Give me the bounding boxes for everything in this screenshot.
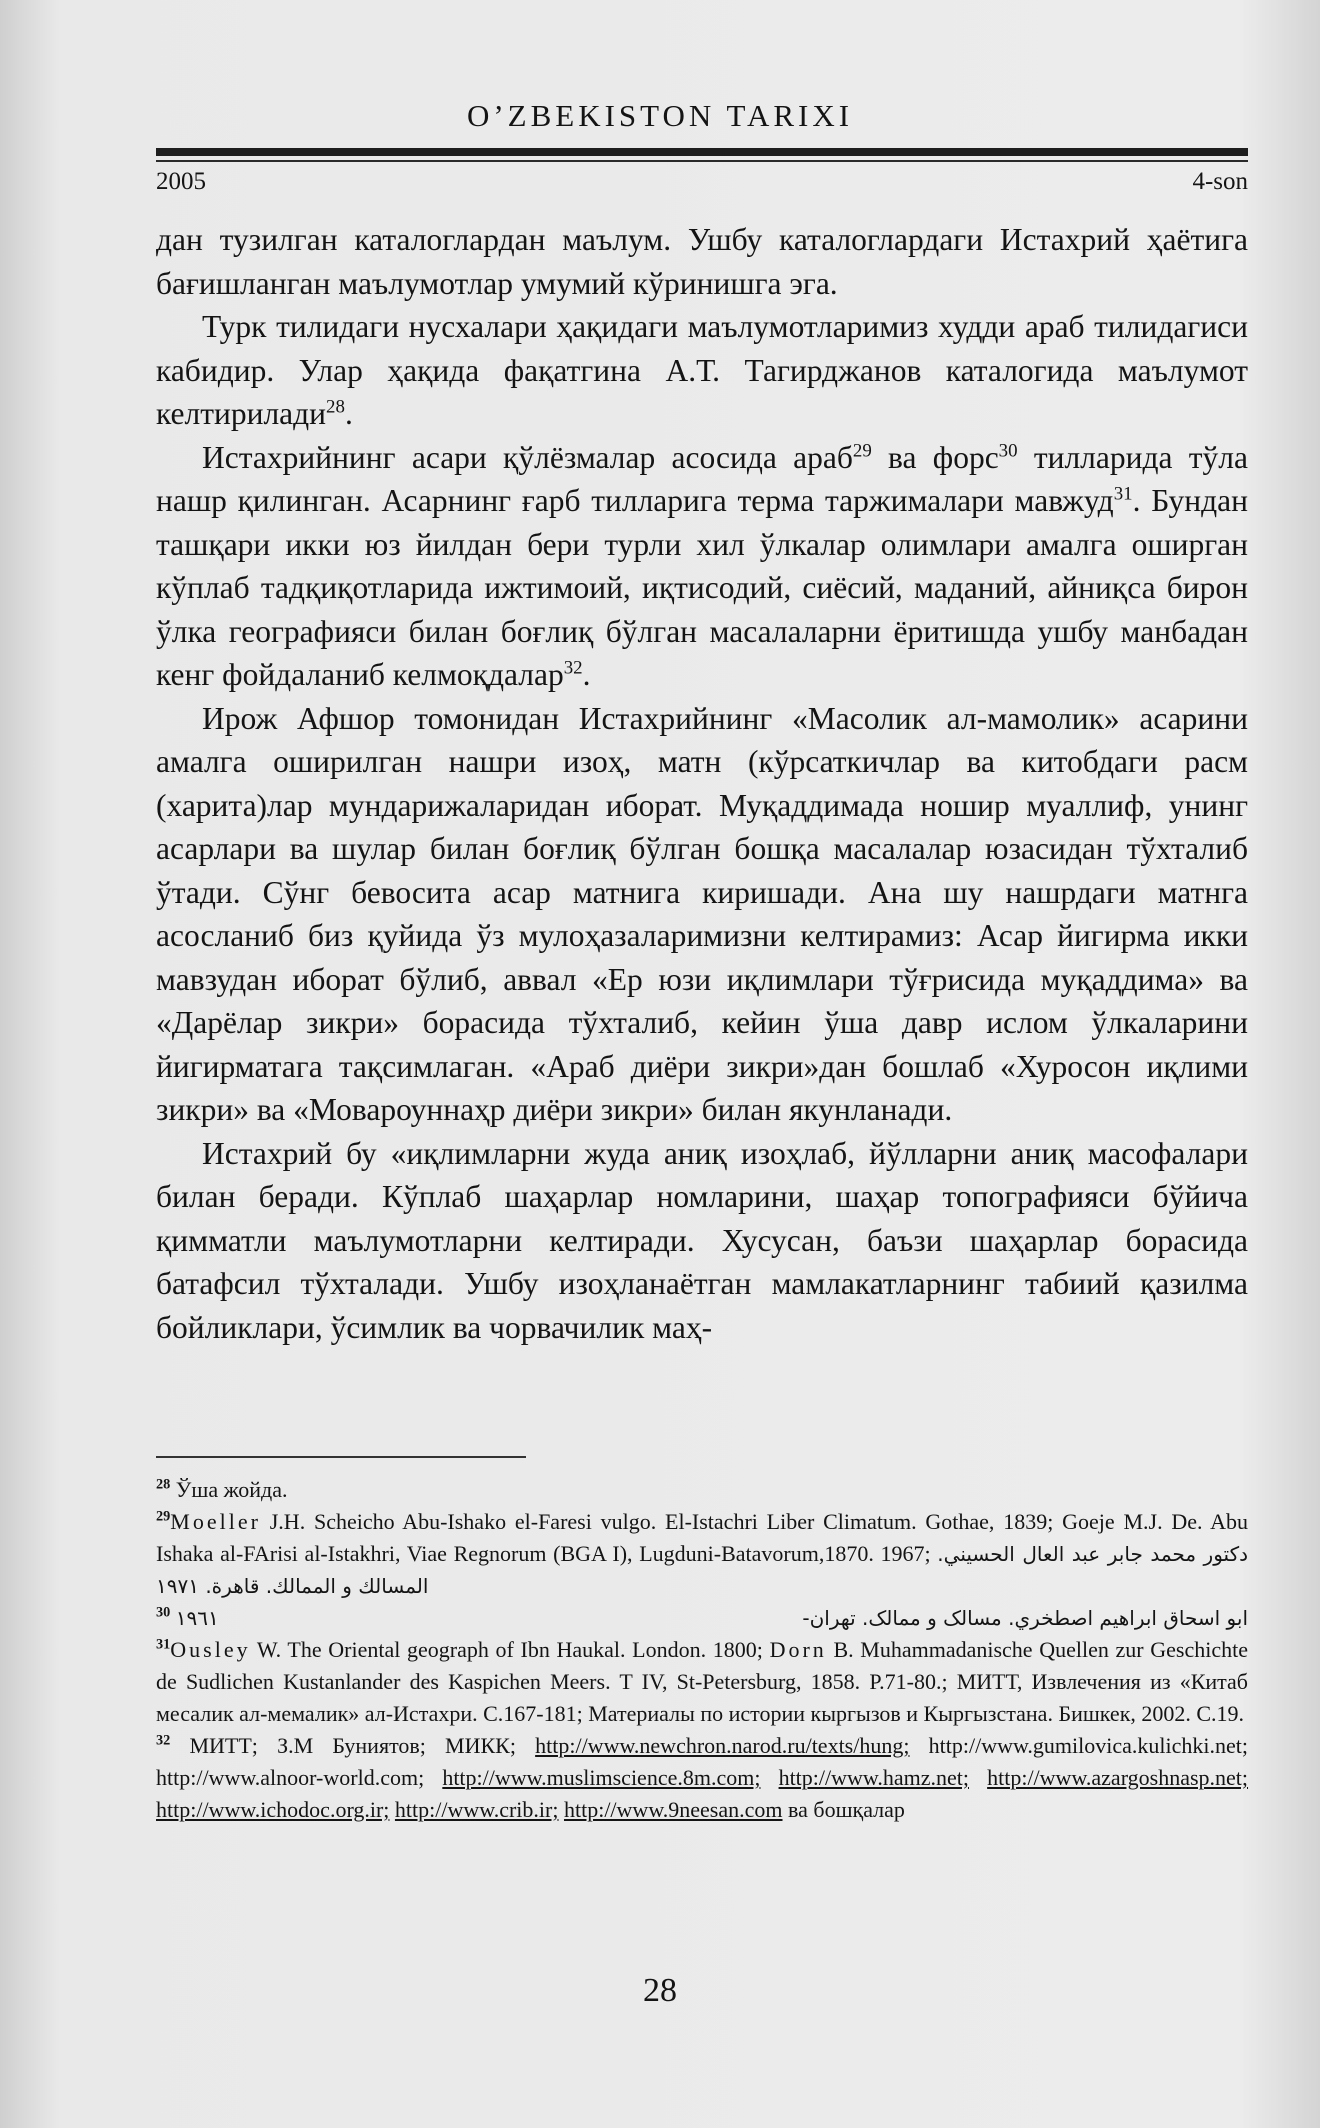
- footnote-32-text: МИТТ; З.М Буниятов; МИКК;: [189, 1733, 536, 1758]
- footnote-ref-31: 31: [1113, 483, 1133, 505]
- footnote-number: 28: [156, 1476, 171, 1493]
- header-year: 2005: [156, 168, 206, 195]
- page-number: 28: [643, 1972, 677, 2009]
- footnote-31-text-2: B. Muhammadanische Quellen zur Geschichte de Sudlichen Kustanlander des Kaspichen Meers. T IV, St-Petersburg, 1858. P.71-80.; МИТТ, Извлечения из «Китаб месалик ал-мемалик» ал-Истахри. С.167-181; Материалы по истории кыргызов и Кыргызстана. Бишкек, 2002. С.19.: [156, 1637, 1249, 1726]
- footnote-31-text-1: W. The Oriental geograph of Ibn Haukal. London. 1800;: [250, 1637, 770, 1662]
- footnote-31-author-2: Dorn: [769, 1637, 827, 1662]
- footnote-link[interactable]: http://www.hamz.net;: [778, 1765, 969, 1790]
- paragraph-2-text: Турк тилидаги нусхалари ҳақидаги маълумотларимиз худди араб тилидагиси кабидир. Улар ҳақида фақатгина А.Т. Тагирджанов каталогида маълумот келтирилади: [156, 309, 1248, 431]
- header-rule-thin: [156, 160, 1248, 162]
- header-issue: 4-son: [1192, 168, 1248, 195]
- journal-title: O’ZBEKISTON TARIXI: [466, 98, 854, 133]
- paragraph-3-mid1: ва форс: [871, 439, 999, 475]
- footnote-ref-30: 30: [998, 440, 1018, 461]
- header-rule-thick: [156, 148, 1248, 156]
- footnote-link[interactable]: http://www.gumilovica.kulichki.net;: [928, 1733, 1249, 1758]
- paragraph-3-mid3: . Бундан ташқари икки юз йилдан бери турли хил ўлкалар олимлари амалга оширган кўплаб тадқиқотларида ижтимоий, иқтисодий, сиёсий, маданий, айниқса бирон ўлка географияси билан боғлиқ бўлган масалаларни ёритишда ушбу манбадан кенг фойдаланиб келмоқдалар: [156, 483, 1248, 692]
- footnote-link[interactable]: http://www.9neesan.com: [563, 1797, 783, 1822]
- footnote-number: 29: [156, 1508, 171, 1525]
- footnote-30-left: [156, 1602, 219, 1634]
- footnote-ref-29: 29: [852, 440, 872, 461]
- paragraph-3-end: .: [582, 657, 591, 692]
- footnote-30: [156, 1602, 1248, 1634]
- footnote-31: [156, 1634, 1248, 1730]
- footnote-30-arabic: ابو اسحاق ابراهيم اصطخري. مسالک و ممالک. تهران-: [802, 1606, 1248, 1630]
- footnote-ref-28: 28: [326, 396, 345, 418]
- footnote-32: [156, 1730, 1248, 1826]
- paragraph-3-mid2: тилларида тўла нашр қилинган. Асарнинг ғарб тилларига терма таржималари мавжуд: [156, 439, 1248, 518]
- footnote-ref-32: 32: [563, 657, 583, 679]
- footnotes: [156, 1474, 1248, 1826]
- paragraph-2: [156, 305, 1248, 436]
- paragraph-2-end: .: [344, 396, 353, 431]
- footnote-29-author: Moeller: [170, 1509, 261, 1534]
- footnote-29-arabic: دکتور محمد جابر عبد العال الحسيني. المسالك و الممالك. قاهرة. ١٩٧١: [156, 1542, 1249, 1598]
- footnote-link[interactable]: http://www.alnoor-world.com;: [156, 1765, 425, 1790]
- footnote-number: 30: [156, 1604, 171, 1621]
- paragraph-4: Ирож Афшор томонидан Истахрийнинг «Масолик ал-мамолик» асарини амалга оширилган нашри изоҳ, матн (кўрсаткичлар ва китобдаги расм (харита)лар мундарижаларидан иборат. Муқаддимада ношир муаллиф, унинг асарлари ва шулар билан боғлиқ бўлган бошқа масалалар юзасидан тўхталиб ўтади. Сўнг бевосита асар матнига киришади. Ана шу нашрдаги матнга асосланиб биз қуйида ўз мулоҳазаларимизни келтирамиз: Асар йигирма икки мавзудан иборат бўлиб, аввал «Ер юзи иқлимлари тўғрисида муқаддима» ва «Дарёлар зикри» борасида тўхталиб, кейин ўша давр ислом ўлкаларини йигирматага тақсимлаган. «Араб диёри зикри»дан бошлаб «Хуросон иқлими зикри» ва «Мовароуннаҳр диёри зикри» билан якунланади.: [156, 700, 1248, 1127]
- footnote-29-text: J.H. Scheicho Abu-Ishako el-Faresi vulgo. El-Istachri Liber Climatum. Gothae, 1839; Goeje M.J. De. Abu Ishaka al-FArisi al-Istakhri, Viae Regnorum (BGA I), Lugduni-Batavorum,1870. 1967;: [156, 1509, 1248, 1566]
- footnote-link[interactable]: http://www.muslimscience.8m.com;: [442, 1765, 761, 1790]
- footnote-31-author-1: Ousley: [170, 1637, 251, 1662]
- footnote-29: [156, 1506, 1248, 1602]
- footnote-link[interactable]: http://www.newchron.narod.ru/texts/hung;: [535, 1733, 910, 1758]
- footnote-separator: [156, 1456, 526, 1458]
- footnote-number: 31: [156, 1636, 171, 1653]
- paragraph-3: [156, 436, 1248, 697]
- paragraph-5: Истахрий бу «иқлимларни жуда аниқ изоҳлаб, йўлларни аниқ масофалари билан беради. Кўплаб шаҳарлар номларини, шаҳар топографияси бўйича қимматли маълумотларни келтиради. Хусусан, баъзи шаҳарлар борасида батафсил тўхталади. Ушбу изоҳланаётган мамлакатларнинг табиий қазилма бойликлари, ўсимлик ва чорвачилик маҳ-: [156, 1135, 1248, 1345]
- footnote-28: [156, 1474, 1248, 1506]
- footnote-32-end: ва бошқалар: [788, 1797, 905, 1822]
- footnote-28-text: Ўша жойда.: [175, 1477, 288, 1502]
- footnote-link[interactable]: http://www.crib.ir;: [394, 1797, 559, 1822]
- main-text: [156, 218, 1248, 1349]
- paragraph-3-start: Истахрийнинг асари қўлёзмалар асосида араб: [202, 439, 853, 475]
- footnote-link[interactable]: http://www.azargoshnasp.net;: [987, 1765, 1249, 1790]
- footnote-link[interactable]: http://www.ichodoc.org.ir;: [156, 1797, 390, 1822]
- footnote-number: 32: [156, 1732, 171, 1749]
- footnote-30-year: ١٩٦١: [175, 1606, 219, 1630]
- paragraph-1: дан тузилган каталоглардан маълум. Ушбу каталоглардаги Истахрий ҳаётига бағишланган маълумотлар умумий кўринишга эга.: [156, 222, 1248, 301]
